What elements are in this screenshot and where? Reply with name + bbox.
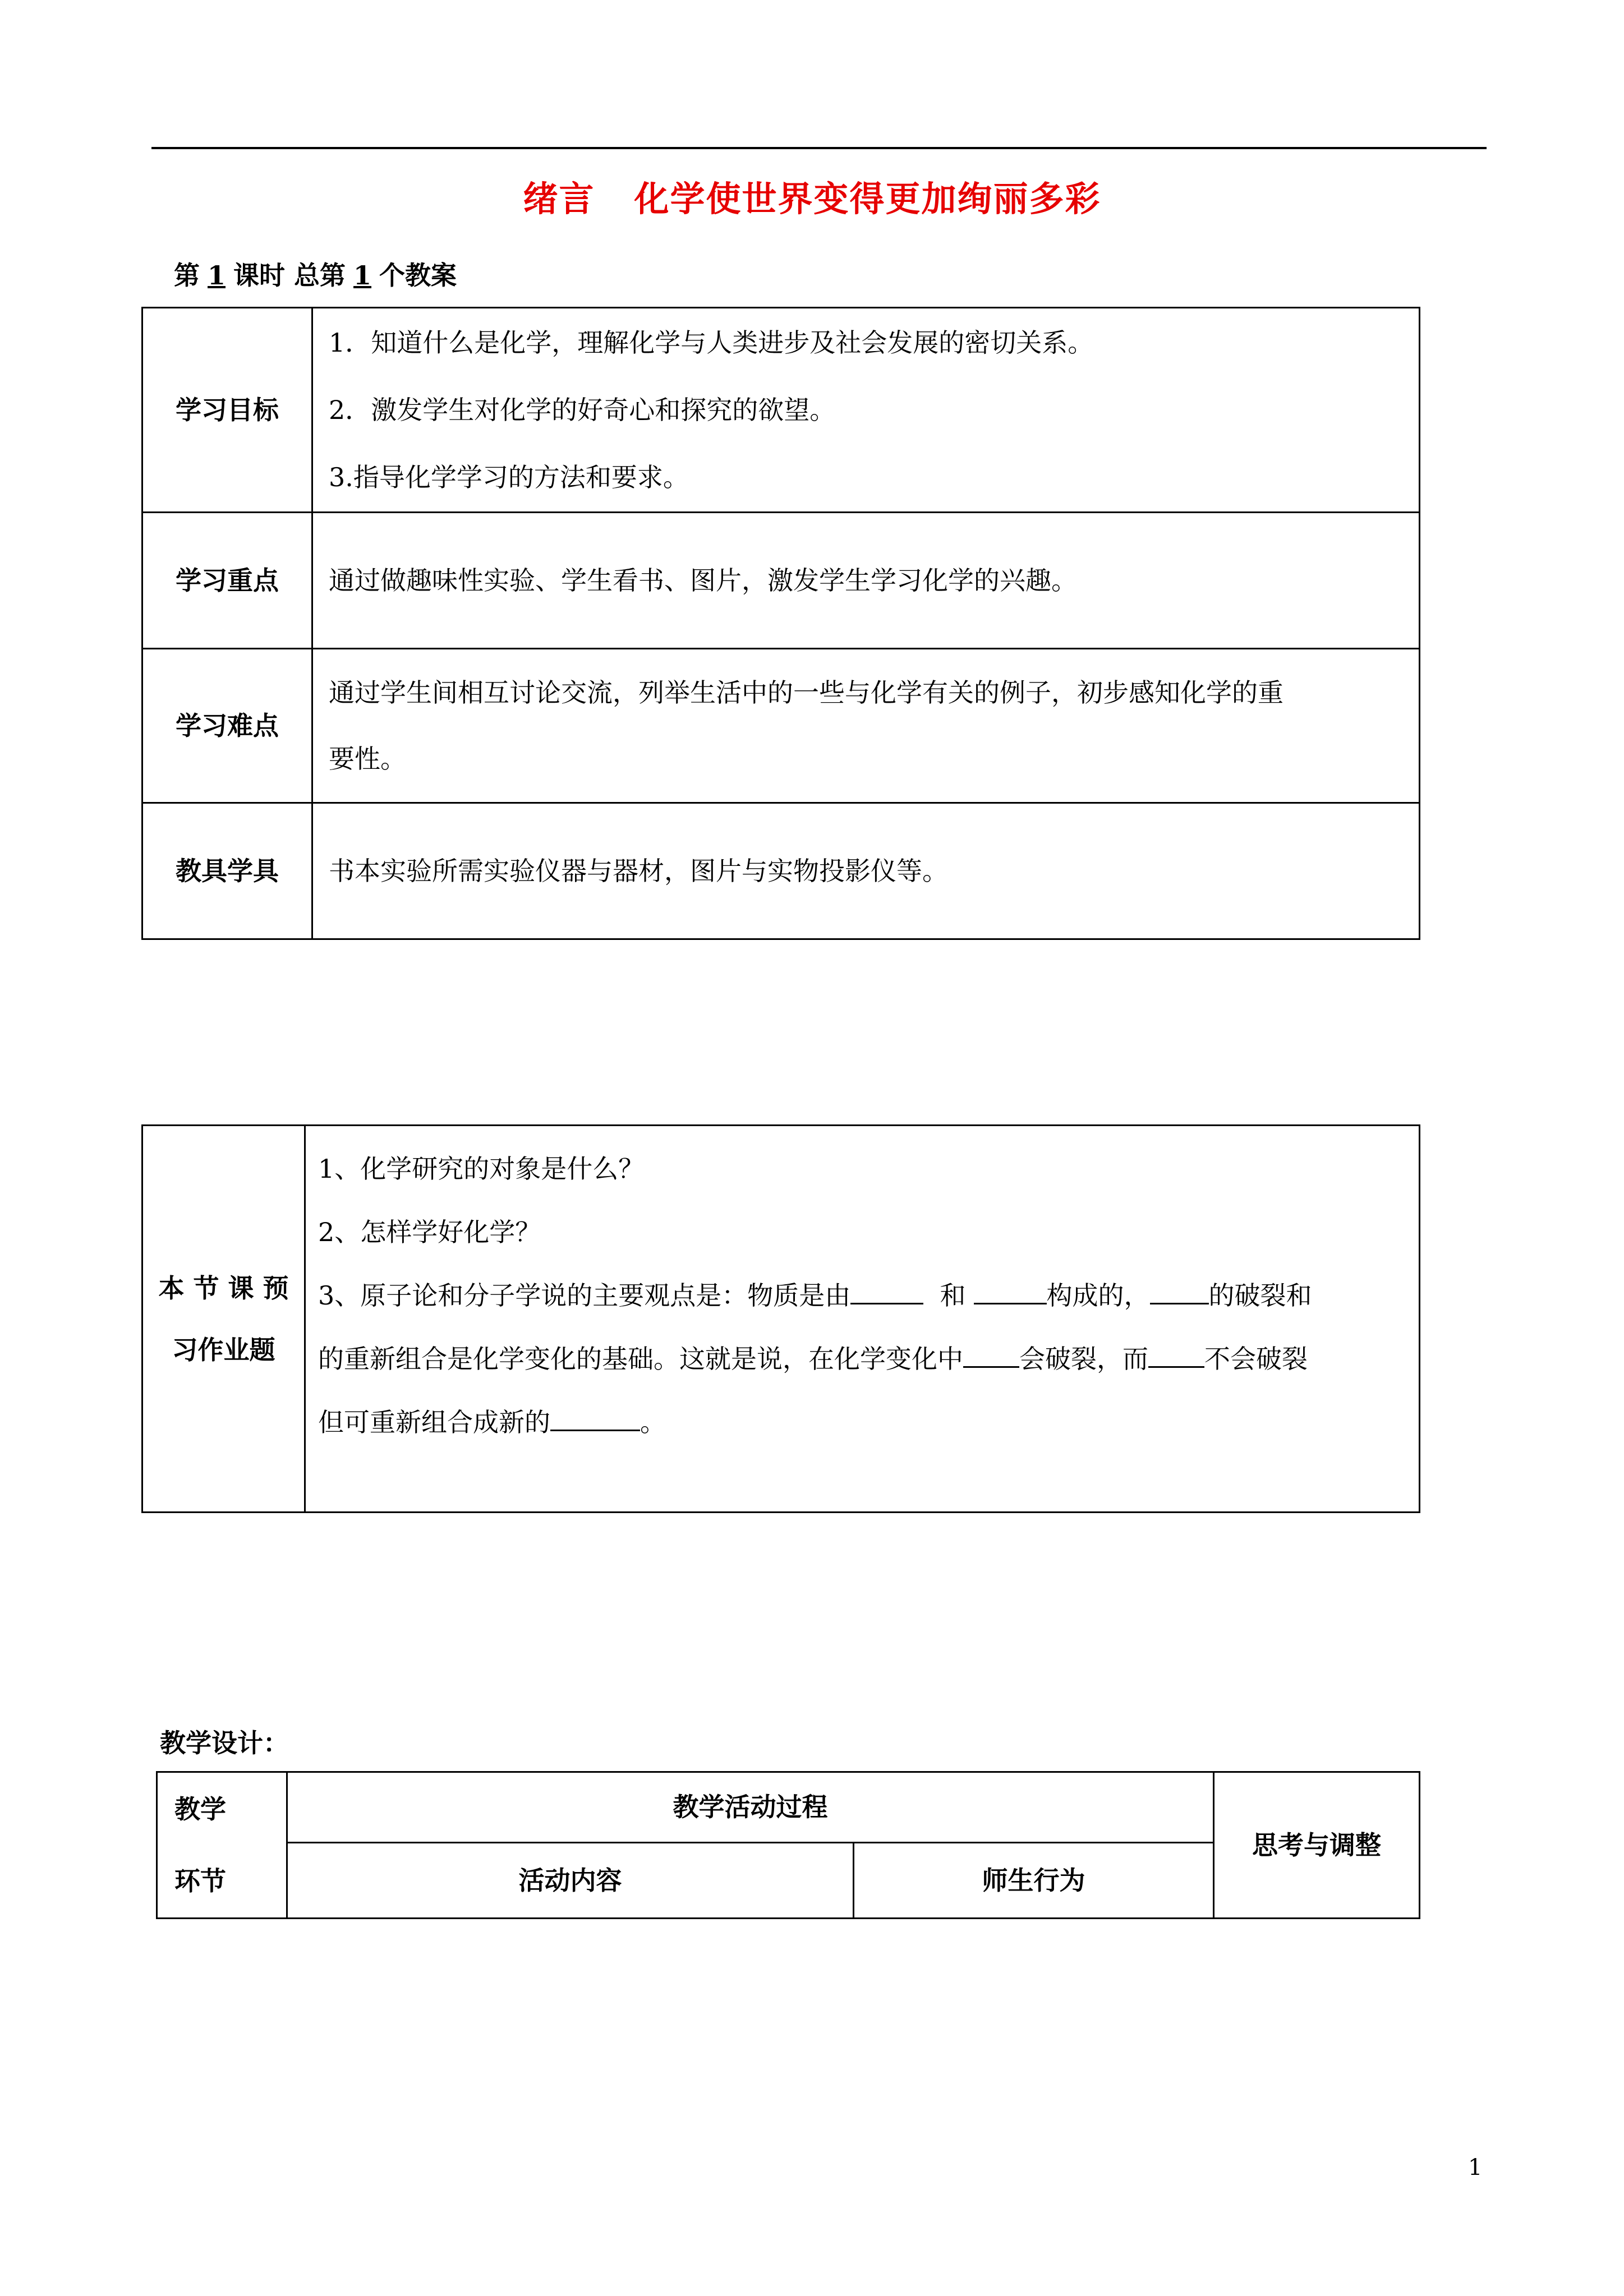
goals-content	[312, 308, 1420, 513]
design-label: 教学设计：	[160, 1728, 289, 1758]
info-row-difficulty	[142, 649, 1420, 803]
preview-label	[142, 1126, 305, 1513]
blank-5	[1148, 1343, 1204, 1368]
goal-line-2: 2．激发学生对化学的好奇心和探究的欲望。	[329, 395, 836, 425]
q3-text-f: 会破裂，而	[1019, 1344, 1148, 1374]
preview-label-line-1: 本 节 课 预	[158, 1273, 289, 1303]
info-table	[141, 307, 1420, 940]
preview-question-2: 2、怎样学好化学？	[318, 1217, 541, 1247]
reflect-header: 思考与调整	[1214, 1772, 1420, 1919]
preview-table	[141, 1124, 1420, 1513]
q3-text-e: 的重新组合是化学变化的基础。这就是说，在化学变化中	[318, 1344, 963, 1374]
info-row-goals	[142, 308, 1420, 513]
blank-3	[1150, 1279, 1209, 1304]
q3-text-b: 和	[940, 1280, 966, 1311]
q3-text-a: 3、原子论和分子学说的主要观点是：物质是由	[318, 1280, 851, 1311]
preview-content	[305, 1126, 1420, 1513]
plan-number: 1	[353, 260, 372, 291]
page-title	[0, 171, 1624, 221]
behavior-header: 师生行为	[854, 1842, 1214, 1918]
lesson-suffix: 个教案	[379, 260, 457, 291]
design-header-row-1	[157, 1772, 1420, 1843]
focus-content: 通过做趣味性实验、学生看书、图片，激发学生学习化学的兴趣。	[312, 513, 1420, 649]
content-header: 活动内容	[287, 1842, 854, 1918]
info-row-tools	[142, 803, 1420, 939]
preview-label-line-2: 习作业题	[172, 1334, 275, 1365]
difficulty-line-1: 通过学生间相互讨论交流，列举生活中的一些与化学有关的例子，初步感知化学的重	[329, 677, 1283, 708]
lesson-mid: 课时 总第	[233, 260, 346, 291]
goal-line-3: 3.指导化学学习的方法和要求。	[329, 462, 689, 492]
blank-1	[850, 1279, 923, 1304]
design-table	[156, 1771, 1420, 1919]
lesson-number: 1	[208, 260, 226, 291]
preview-question-3-line-2	[318, 1327, 1419, 1391]
title-part-1: 绪言	[523, 178, 595, 219]
goal-line-1: 1．知道什么是化学，理解化学与人类进步及社会发展的密切关系。	[329, 328, 1094, 358]
blank-4	[963, 1343, 1019, 1368]
goals-label: 学习目标	[142, 308, 312, 513]
header-rule	[151, 147, 1487, 149]
blank-6	[550, 1406, 640, 1431]
q3-text-end: 。	[640, 1407, 666, 1437]
title-part-2: 化学使世界变得更加绚丽多彩	[634, 178, 1101, 219]
q3-text-h: 但可重新组合成新的	[318, 1407, 550, 1437]
difficulty-content	[312, 649, 1420, 803]
preview-question-3-line-1	[318, 1264, 1419, 1327]
q3-text-d: 的破裂和	[1208, 1280, 1312, 1311]
page-number: 1	[1468, 2155, 1483, 2180]
preview-question-3-line-3	[318, 1391, 1419, 1454]
tools-label: 教具学具	[142, 803, 312, 939]
q3-text-c: 构成的，	[1046, 1280, 1150, 1311]
tools-content: 书本实验所需实验仪器与器材，图片与实物投影仪等。	[312, 803, 1420, 939]
q3-text-g: 不会破裂	[1204, 1344, 1308, 1374]
focus-label: 学习重点	[142, 513, 312, 649]
stage-header	[157, 1772, 287, 1919]
preview-question-1: 1、化学研究的对象是什么？	[318, 1154, 645, 1184]
info-row-focus	[142, 513, 1420, 649]
difficulty-line-2: 要性。	[329, 744, 406, 774]
stage-header-line-1: 教学	[174, 1794, 226, 1824]
lesson-line	[174, 255, 457, 292]
blank-2	[974, 1279, 1047, 1304]
stage-header-line-2: 环节	[174, 1866, 226, 1896]
difficulty-label: 学习难点	[142, 649, 312, 803]
preview-row	[142, 1126, 1420, 1513]
process-header: 教学活动过程	[287, 1772, 1214, 1843]
lesson-prefix: 第	[174, 260, 200, 291]
